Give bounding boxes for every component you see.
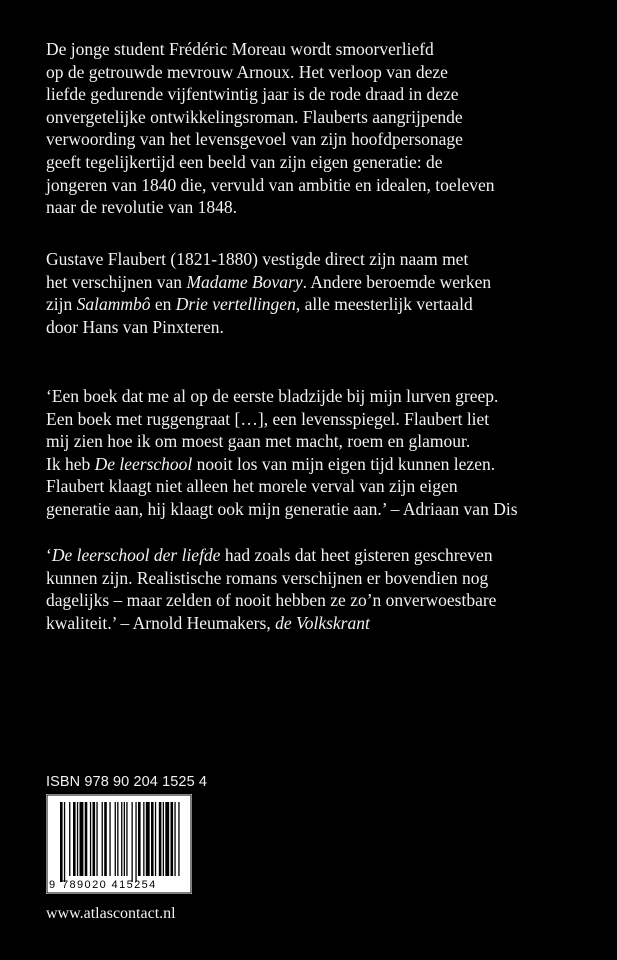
book-title-salammbo: Salammbô (76, 294, 151, 315)
barcode-bar (151, 802, 154, 876)
barcode-bar (126, 802, 127, 876)
blurb-line: op de getrouwde mevrouw Arnoux. Het verloop van deze (46, 61, 448, 82)
barcode-bar (171, 802, 174, 876)
book-title-drie-vertellingen: Drie vertellingen (175, 294, 296, 315)
blurb-paragraph (46, 38, 591, 219)
bio-line: zijn Salammbô en Drie vertellingen, alle meesterlijk vertaald (46, 294, 473, 315)
quote-line: dagelijks – maar zelden of nooit hebben ze zo’n onverwoestbare (46, 590, 497, 611)
quote-line: ‘Een boek dat me al op de eerste bladzijde bij mijn lurven greep. (46, 386, 499, 406)
barcode-bar (178, 802, 179, 876)
barcode-bar (174, 802, 175, 876)
author-bio-paragraph (46, 248, 591, 338)
barcode-bar (117, 802, 118, 876)
barcode-bar (155, 802, 156, 876)
review-quote-heumakers (46, 544, 591, 634)
quote-line: kwaliteit.’ – Arnold Heumakers, de Volkskrant (46, 612, 370, 633)
barcode-bar (90, 802, 91, 876)
blurb-line: verwoording van het levensgevoel van zijn hoofdpersonage (46, 129, 463, 150)
barcode-bar (138, 802, 141, 876)
barcode-bar (159, 802, 162, 876)
review-quote-van-dis (46, 385, 591, 521)
barcode-bar (60, 802, 63, 882)
barcode-bar (115, 802, 116, 876)
barcode-bar (143, 802, 144, 876)
blurb-line: De jonge student Frédéric Moreau wordt smoorverliefd (46, 39, 434, 59)
quote-line: Een boek met ruggengraat […], een levensspiegel. Flaubert liet (46, 408, 490, 429)
barcode-digits: 789020 415254 (62, 879, 157, 891)
barcode-bar (146, 802, 150, 876)
book-title-de-leerschool-der-liefde: De leerschool der liefde (51, 545, 221, 565)
barcode-bar (73, 802, 76, 876)
barcode-bar (96, 802, 97, 876)
book-title-madame-bovary: Madame Bovary (186, 271, 303, 292)
blurb-line: liefde gedurende vijfentwintig jaar is de rode draad in deze (46, 84, 459, 105)
quote-line: Flaubert klaagt niet alleen het morele verval van zijn eigen (46, 476, 458, 497)
quote-line: mij zien hoe ik om moest gaan met macht, roem en glamour. (46, 431, 471, 452)
barcode (46, 794, 192, 894)
blurb-line: naar de revolutie van 1848. (46, 197, 237, 218)
barcode-lead-digit: 9 (49, 879, 57, 891)
quote-line: ‘De leerschool der liefde had zoals dat heet gisteren geschreven (46, 545, 493, 565)
barcode-bar (102, 802, 103, 876)
barcode-bar (104, 802, 107, 876)
barcode-bar (121, 802, 122, 876)
isbn-label: ISBN 978 90 204 1525 4 (46, 774, 208, 790)
barcode-bar (93, 802, 96, 876)
publisher-website: www.atlascontact.nl (46, 905, 176, 922)
blurb-line: onvergetelijke ontwikkelingsroman. Flauberts aangrijpende (46, 106, 463, 127)
barcode-bar (77, 802, 78, 876)
blurb-line: geeft tegelijkertijd een beeld van zijn eigen generatie: de (46, 151, 443, 172)
bio-line: door Hans van Pinxteren. (46, 316, 224, 337)
barcode-bar (163, 802, 164, 876)
barcode-bar (132, 802, 133, 882)
newspaper-name: de Volkskrant (275, 612, 370, 633)
blurb-line: jongeren van 1840 die, vervuld van ambitie en idealen, toeleven (46, 174, 495, 195)
barcode-bar (85, 802, 88, 876)
barcode-bar (80, 802, 84, 876)
barcode-bar (69, 802, 70, 876)
barcode-bar (165, 802, 169, 876)
bio-line: het verschijnen van Madame Bovary. Andere beroemde werken (46, 271, 492, 292)
quote-line: kunnen zijn. Realistische romans verschijnen er bovendien nog (46, 567, 489, 588)
barcode-bar (124, 802, 125, 876)
book-title-de-leerschool: De leerschool (94, 453, 193, 474)
quote-line: generatie aan, hij klaagt ook mijn generatie aan.’ – Adriaan van Dis (46, 498, 518, 519)
quote-line: Ik heb De leerschool nooit los van mijn eigen tijd kunnen lezen. (46, 453, 496, 474)
bio-line: Gustave Flaubert (1821-1880) vestigde direct zijn naam met (46, 249, 469, 269)
barcode-bar (135, 802, 136, 882)
barcode-bar (109, 802, 110, 876)
barcode-bar (64, 802, 65, 882)
